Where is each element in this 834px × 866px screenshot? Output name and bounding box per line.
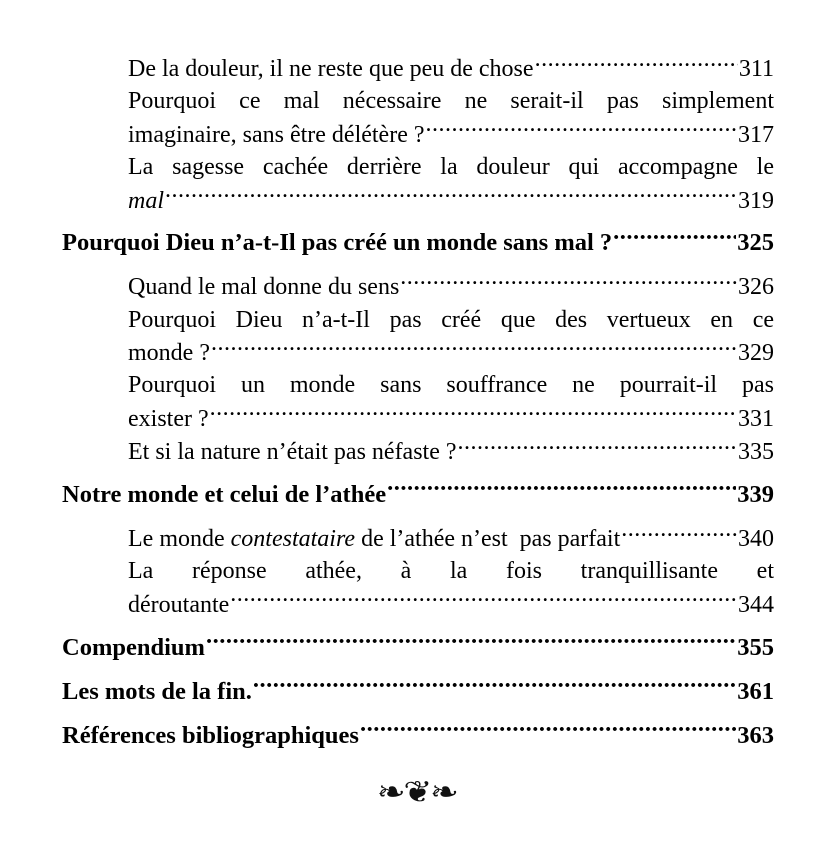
toc-page-number: 344 <box>738 591 774 618</box>
toc-entry-last-line <box>62 719 774 754</box>
toc-entry-last-line <box>128 52 774 85</box>
toc-entry-title: monde ? <box>128 340 210 367</box>
toc-page-number: 329 <box>738 340 774 367</box>
toc-page-number: 339 <box>737 481 774 509</box>
toc-entry[interactable] <box>62 522 774 555</box>
dot-leader <box>458 435 737 459</box>
toc-entry-title: Compendium <box>62 633 205 661</box>
toc-page-number: 326 <box>738 274 774 301</box>
dot-leader <box>210 402 737 426</box>
toc-entry-last-line <box>128 118 774 151</box>
toc-entry-title: Notre monde et celui de l’athée <box>62 481 387 509</box>
toc-entry-last-line <box>128 270 774 303</box>
toc-page-number: 335 <box>738 439 774 466</box>
toc-entry-last-line <box>128 336 774 369</box>
toc-entry[interactable] <box>62 674 774 709</box>
toc-entry-title: exister ? <box>128 405 209 432</box>
toc-entry-title: Le monde contestataire de l’athée n’est pas parfait <box>128 525 621 552</box>
toc-entry[interactable] <box>62 719 774 754</box>
toc-entry[interactable] <box>62 151 774 217</box>
toc-entry-title-line: La réponse athée, à la fois tranquillisante et <box>128 558 774 585</box>
toc-page-number: 331 <box>738 405 774 432</box>
toc-entry-last-line <box>128 402 774 435</box>
toc-entry-last-line <box>128 522 774 555</box>
toc-page-number: 361 <box>737 677 774 705</box>
toc-entry-title: Références bibliographiques <box>62 722 359 750</box>
dot-leader <box>253 674 736 699</box>
toc-entry-title <box>128 185 164 217</box>
toc-entry-last-line <box>62 630 774 665</box>
toc-page-number: 311 <box>738 56 774 82</box>
toc-entry-title: déroutante <box>128 591 230 618</box>
toc-entry-title: imaginaire, sans être délétère ? <box>128 121 425 148</box>
toc-entry-title: De la douleur, il ne reste que peu de chose <box>128 56 534 82</box>
toc-entry-title: Pourquoi Dieu n’a-t-Il pas créé un monde sans mal ? <box>62 229 613 257</box>
toc-entry-title: Et si la nature n’était pas néfaste ? <box>128 439 457 466</box>
toc-page-number: 363 <box>737 722 774 750</box>
toc-entry[interactable] <box>62 226 774 261</box>
toc-entry-last-line <box>128 184 774 217</box>
dot-leader <box>206 630 736 655</box>
toc-entry[interactable] <box>62 369 774 435</box>
toc-entry[interactable] <box>62 304 774 370</box>
dot-leader <box>360 719 736 744</box>
dot-leader <box>400 270 737 294</box>
dot-leader <box>387 478 736 503</box>
ornament-glyph: ❧❦❧ <box>377 776 457 809</box>
toc-entry[interactable] <box>62 630 774 665</box>
toc-page-number: 319 <box>738 187 774 214</box>
toc-entry[interactable] <box>62 555 774 621</box>
dot-leader <box>621 522 737 546</box>
toc-entry[interactable] <box>62 85 774 151</box>
decorative-ornament <box>0 778 834 808</box>
toc-entry-title-line: Pourquoi Dieu n’a-t-Il pas créé que des vertueux en ce <box>128 306 774 333</box>
dot-leader <box>613 226 736 251</box>
toc-entry-title-line: Pourquoi un monde sans souffrance ne pourrait-il pas <box>128 372 774 399</box>
toc-entry-last-line <box>62 674 774 709</box>
toc-entry-title: Quand le mal donne du sens <box>128 274 400 301</box>
toc-entry-title-italic: mal <box>128 187 164 214</box>
dot-leader <box>230 588 737 612</box>
toc-entry-title-line: La sagesse cachée derrière la douleur qui accompagne le <box>128 154 774 181</box>
dot-leader <box>426 118 737 142</box>
dot-leader <box>165 184 737 208</box>
toc-page-number: 355 <box>737 633 774 661</box>
toc-entry[interactable] <box>62 435 774 468</box>
dot-leader <box>211 336 737 360</box>
toc-page-number: 325 <box>737 229 774 257</box>
toc-entry[interactable] <box>62 478 774 513</box>
toc-entry-title-line: Pourquoi ce mal nécessaire ne serait-il pas simplement <box>128 88 774 115</box>
toc-entry-last-line <box>128 435 774 468</box>
toc-entry-title: Les mots de la fin. <box>62 677 252 705</box>
dot-leader <box>535 52 738 76</box>
toc-page-number: 317 <box>738 121 774 148</box>
toc-entry-title-italic: contestataire <box>230 525 356 552</box>
toc-entry[interactable] <box>62 270 774 303</box>
toc-entry-last-line <box>128 588 774 621</box>
toc-entry[interactable] <box>62 52 774 85</box>
toc-page-number: 340 <box>738 525 774 552</box>
table-of-contents <box>62 52 774 754</box>
toc-entry-last-line <box>62 226 774 261</box>
toc-entry-last-line <box>62 478 774 513</box>
